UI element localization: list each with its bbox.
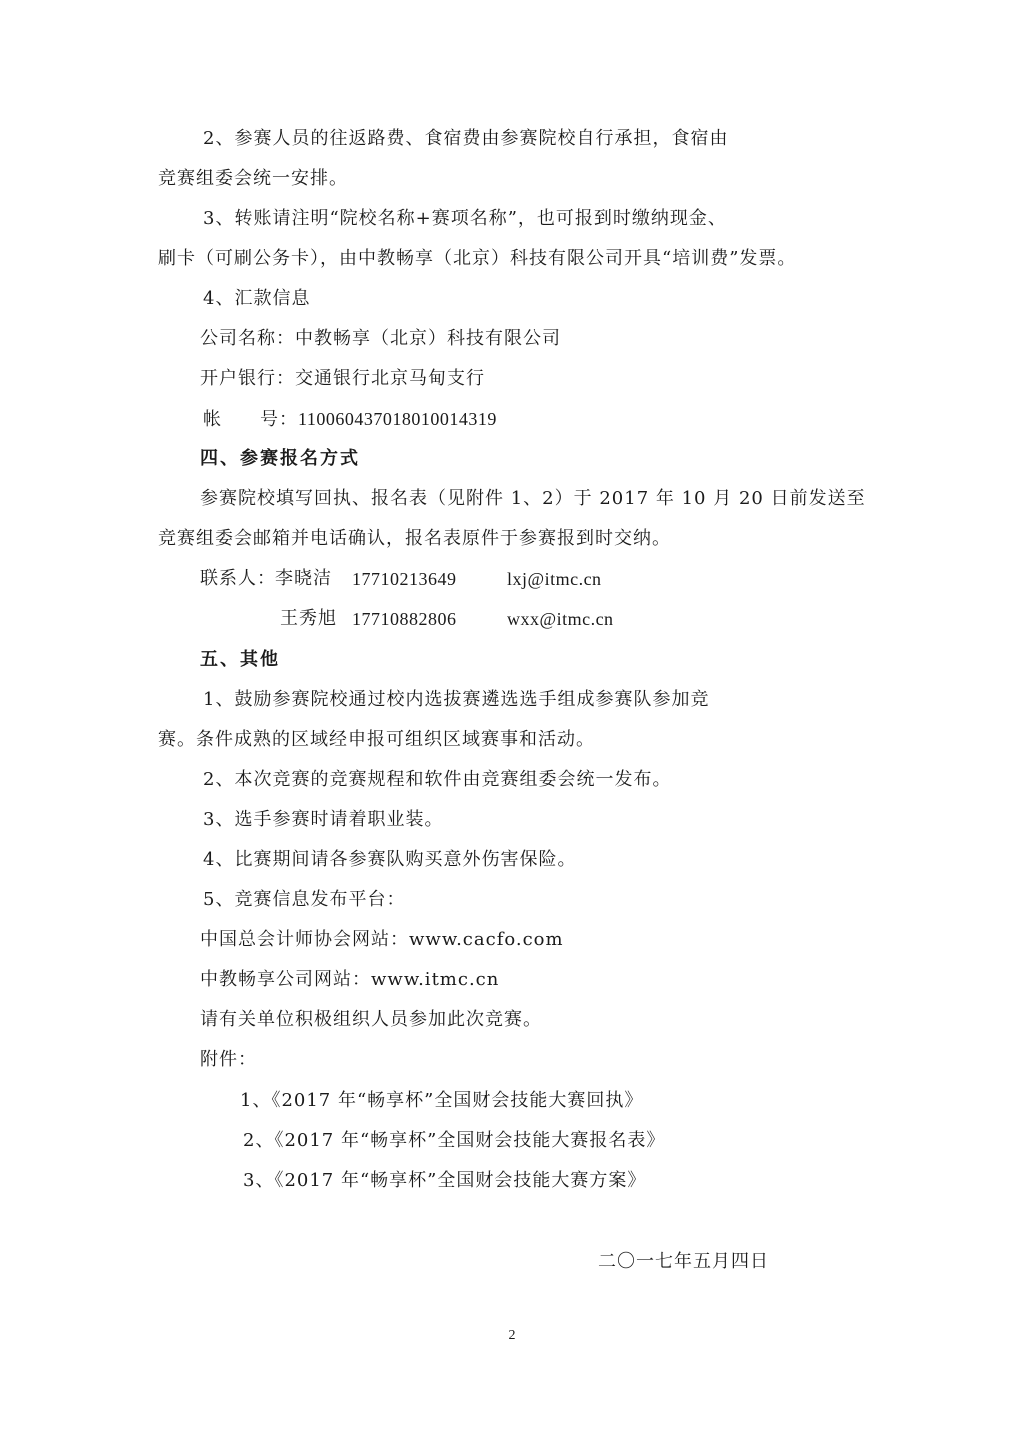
fee-item-4: 4、汇款信息 [203,288,311,309]
company-row [200,327,561,351]
attachment-item-1: 1、《2017 年“畅享杯”全国财会技能大赛回执》 [240,1090,644,1111]
other-item-2: 2、本次竞赛的竞赛规程和软件由竞赛组委会统一发布。 [203,769,672,790]
company-value: 中教畅享（北京）科技有限公司 [295,328,561,349]
bank-label: 开户银行： [200,368,295,389]
section-4-heading: 四、参赛报名方式 [200,448,360,469]
website-itmc: 中教畅享公司网站：www.itmc.cn [200,969,500,990]
bank-row [200,367,485,391]
other-item-4: 4、比赛期间请各参赛队购买意外伤害保险。 [203,849,577,870]
account-row [203,407,497,432]
website-cacfo: 中国总会计师协会网站：www.cacfo.com [200,929,564,950]
fee-item-2-line-2: 竞赛组委会统一安排。 [158,168,348,189]
contact-2-email: wxx@itmc.cn [507,609,614,629]
contact-2-phone: 17710882806 [352,609,457,629]
page-number: 2 [508,1328,516,1343]
account-value: 110060437018010014319 [298,409,497,429]
attachment-item-3: 3、《2017 年“畅享杯”全国财会技能大赛方案》 [243,1170,647,1191]
company-label: 公司名称： [200,328,295,349]
attachment-item-2: 2、《2017 年“畅享杯”全国财会技能大赛报名表》 [243,1130,666,1151]
other-item-1-line-1: 1、鼓励参赛院校通过校内选拔赛遴选选手组成参赛队参加竞 [203,689,710,710]
fee-item-3-line-2: 刷卡（可刷公务卡），由中教畅享（北京）科技有限公司开具“培训费”发票。 [158,248,797,269]
section-4-para-line-1: 参赛院校填写回执、报名表（见附件 1、2）于 2017 年 10 月 20 日前发送至 [200,488,866,509]
other-item-3: 3、选手参赛时请着职业装。 [203,809,444,830]
document-date: 二〇一七年五月四日 [598,1251,769,1272]
fee-item-3-line-1: 3、转账请注明“院校名称+赛项名称”，也可报到时缴纳现金、 [203,208,727,229]
other-item-1-line-2: 赛。条件成熟的区域经申报可组织区域赛事和活动。 [158,729,595,750]
other-item-5: 5、竞赛信息发布平台： [203,889,406,910]
bank-value: 交通银行北京马甸支行 [295,368,485,389]
account-label: 帐 号： [203,409,298,430]
contact-label: 联系人： [200,568,276,589]
contact-1-email: lxj@itmc.cn [507,569,602,589]
contact-1-phone: 17710213649 [352,569,457,589]
closing-sentence: 请有关单位积极组织人员参加此次竞赛。 [200,1009,542,1030]
contact-1-name: 李晓洁 [275,568,332,589]
section-5-heading: 五、其他 [200,649,280,670]
fee-item-2-line-1: 2、参赛人员的往返路费、食宿费由参赛院校自行承担，食宿由 [203,128,729,149]
attachments-label: 附件： [200,1049,257,1070]
contact-2-name: 王秀旭 [280,608,337,629]
section-4-para-line-2: 竞赛组委会邮箱并电话确认，报名表原件于参赛报到时交纳。 [158,528,671,549]
